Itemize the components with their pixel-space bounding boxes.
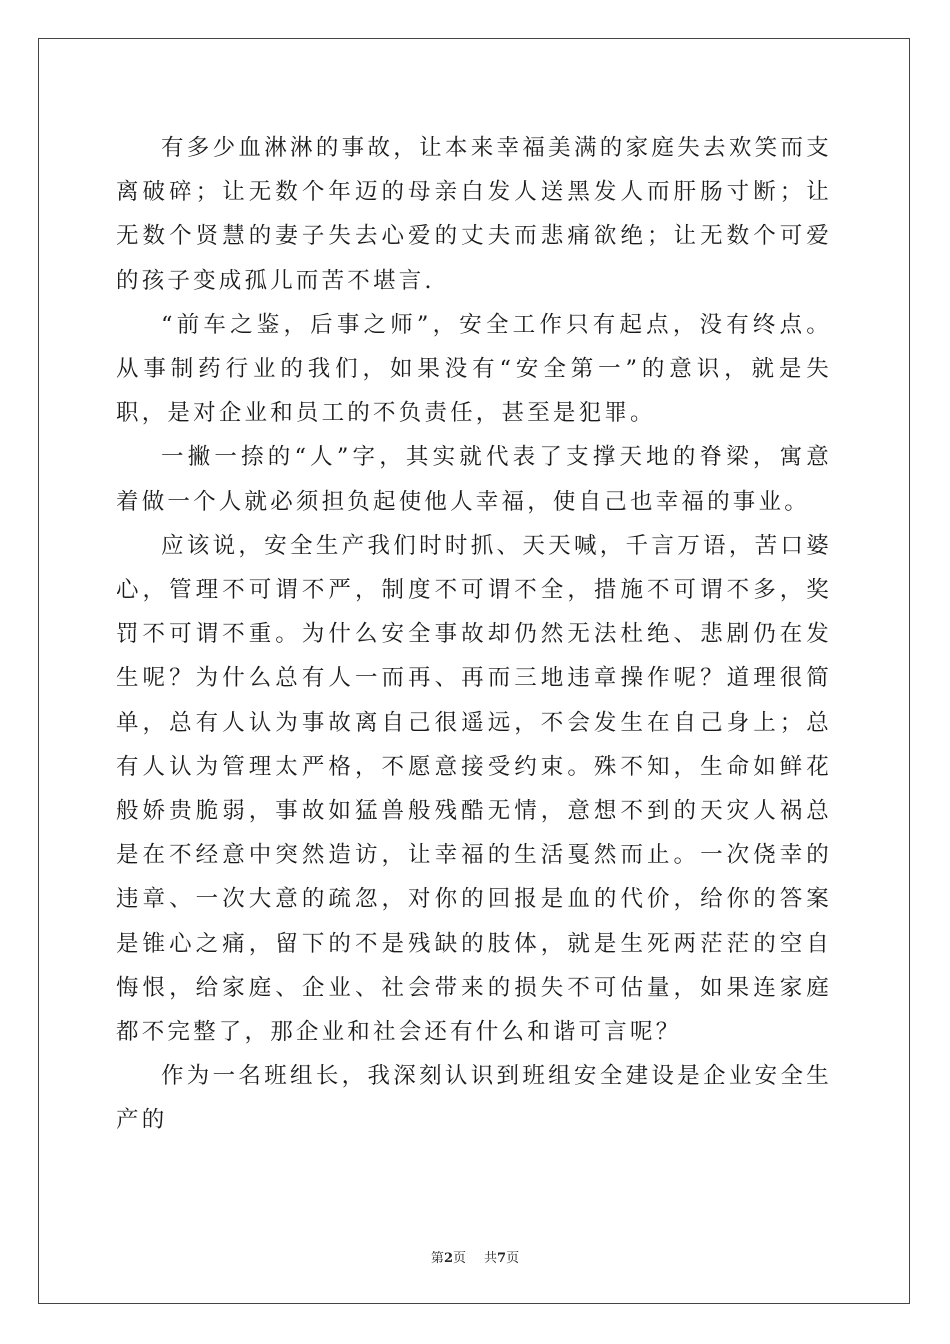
paragraph-3: 一撇一捺的“人”字，其实就代表了支撑天地的脊梁，寓意着做一个人就必须担负起使他人幸福，使自己也幸福的事业。	[116, 444, 832, 515]
page-suffix: 页	[452, 1251, 466, 1266]
total-suffix: 页	[506, 1251, 520, 1266]
total-prefix: 共	[484, 1251, 498, 1266]
page-prefix: 第	[430, 1251, 444, 1266]
paragraph-4: 应该说，安全生产我们时时抓、天天喊，千言万语，苦口婆心，管理不可谓不严，制度不可谓不全，措施不可谓不多，奖罚不可谓不重。为什么安全事故却仍然无法杜绝、悲剧仍在发生呢？为什么总有人一而再、再而三地违章操作呢？道理很简单，总有人认为事故离自己很遥远，不会发生在自己身上；总有人认为管理太严格，不愿意接受约束。殊不知，生命如鲜花般娇贵脆弱，事故如猛兽般残酷无情，意想不到的天灾人祸总是在不经意中突然造访，让幸福的生活戛然而止。一次侥幸的违章、一次大意的疏忽，对你的回报是血的代价，给你的答案是锥心之痛，留下的不是残缺的肢体，就是生死两茫茫的空自悔恨，给家庭、企业、社会带来的损失不可估量，如果连家庭都不完整了，那企业和社会还有什么和谐可言呢？	[116, 532, 832, 1046]
document-body	[116, 126, 832, 1143]
page-total: 7	[497, 1251, 507, 1266]
paragraph-1: 有多少血淋淋的事故，让本来幸福美满的家庭失去欢笑而支离破碎；让无数个年迈的母亲白发人送黑发人而肝肠寸断；让无数个贤慧的妻子失去心爱的丈夫而悲痛欲绝；让无数个可爱的孩子变成孤儿而苦不堪言.	[116, 135, 832, 294]
paragraph-2: “前车之鉴，后事之师”，安全工作只有起点，没有终点。从事制药行业的我们，如果没有“安全第一”的意识，就是失职，是对企业和员工的不负责任，甚至是犯罪。	[116, 311, 832, 427]
page-footer	[0, 1247, 950, 1266]
page-current: 2	[443, 1251, 453, 1266]
paragraph-5: 作为一名班组长，我深刻认识到班组安全建设是企业安全生产的	[116, 1063, 832, 1134]
